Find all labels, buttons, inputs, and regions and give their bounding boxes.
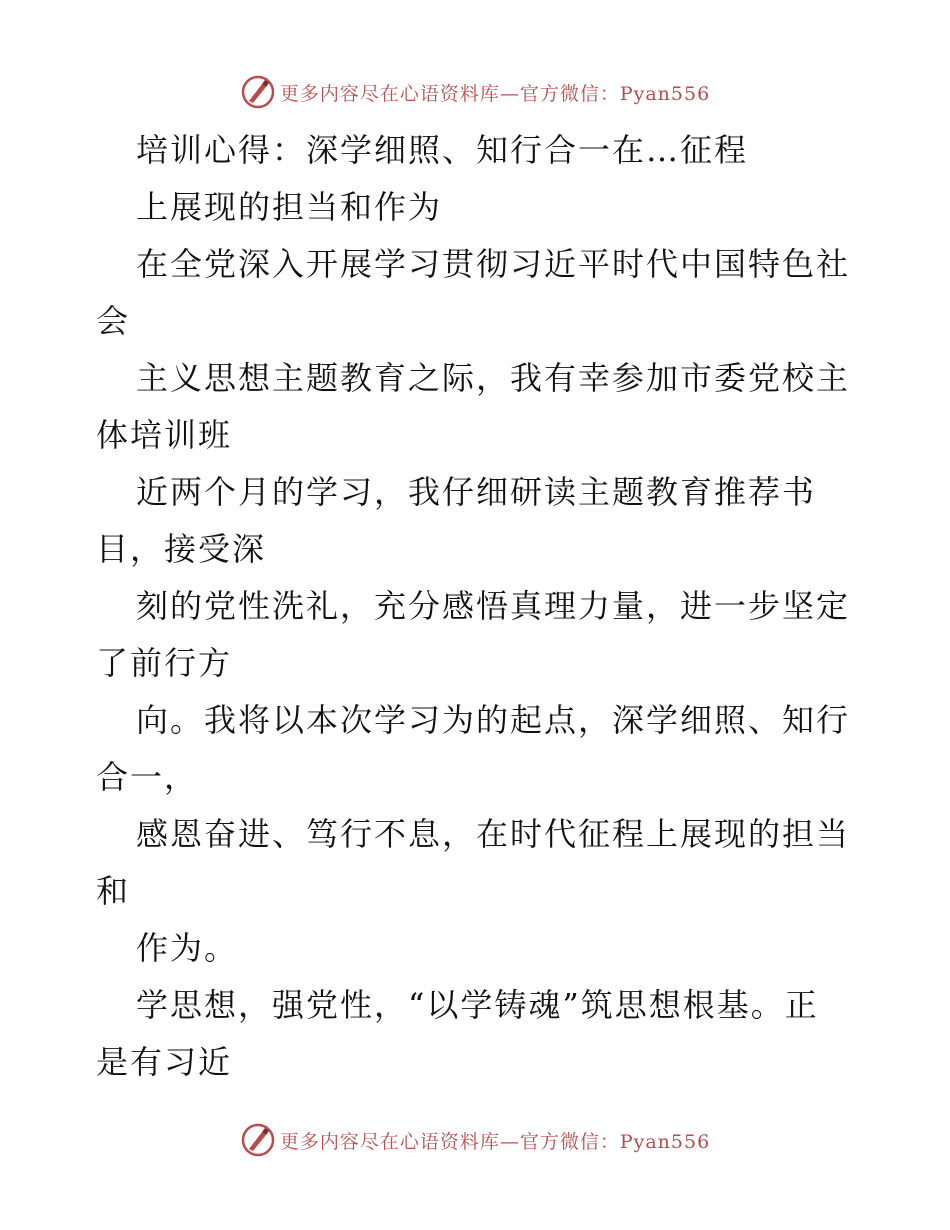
paragraph-line: 在全党深入开展学习贯彻习近平时代中国特色社 [136, 245, 851, 283]
paragraph-line: 和 [96, 872, 131, 910]
document-title-line-1: 培训心得：深学细照、知行合一在…征程 [136, 131, 749, 169]
paragraph-line: 作为。 [136, 929, 239, 967]
paragraph-line: 感恩奋进、笃行不息，在时代征程上展现的担当 [136, 815, 851, 853]
footer-watermark [0, 1120, 950, 1160]
paragraph-line: 会 [96, 302, 131, 340]
paragraph-line: 刻的党性洗礼，充分感悟真理力量，进一步坚定 [136, 587, 851, 625]
paragraph-line: 主义思想主题教育之际，我有幸参加市委党校主 [136, 359, 851, 397]
document-title-line-2: 上展现的担当和作为 [136, 188, 443, 226]
paragraph-line: 近两个月的学习，我仔细研读主题教育推荐书 [136, 473, 817, 511]
paragraph-line: 目，接受深 [96, 530, 267, 568]
paragraph-line: 体培训班 [96, 416, 233, 454]
paragraph-line: 是有习近 [96, 1043, 233, 1081]
pen-logo-icon [240, 74, 276, 110]
paragraph-line: 合一， [96, 758, 199, 796]
document-body [96, 122, 856, 1091]
header-watermark-text: 更多内容尽在心语资料库—官方微信：Pyan556 [279, 82, 711, 105]
footer-watermark-text: 更多内容尽在心语资料库—官方微信：Pyan556 [279, 1130, 711, 1153]
paragraph-line: 了前行方 [96, 644, 233, 682]
pen-logo-icon [240, 1122, 276, 1158]
paragraph-line: 学思想，强党性，“以学铸魂”筑思想根基。正 [136, 986, 819, 1024]
header-watermark [0, 72, 950, 112]
paragraph-line: 向。我将以本次学习为的起点，深学细照、知行 [136, 701, 851, 739]
